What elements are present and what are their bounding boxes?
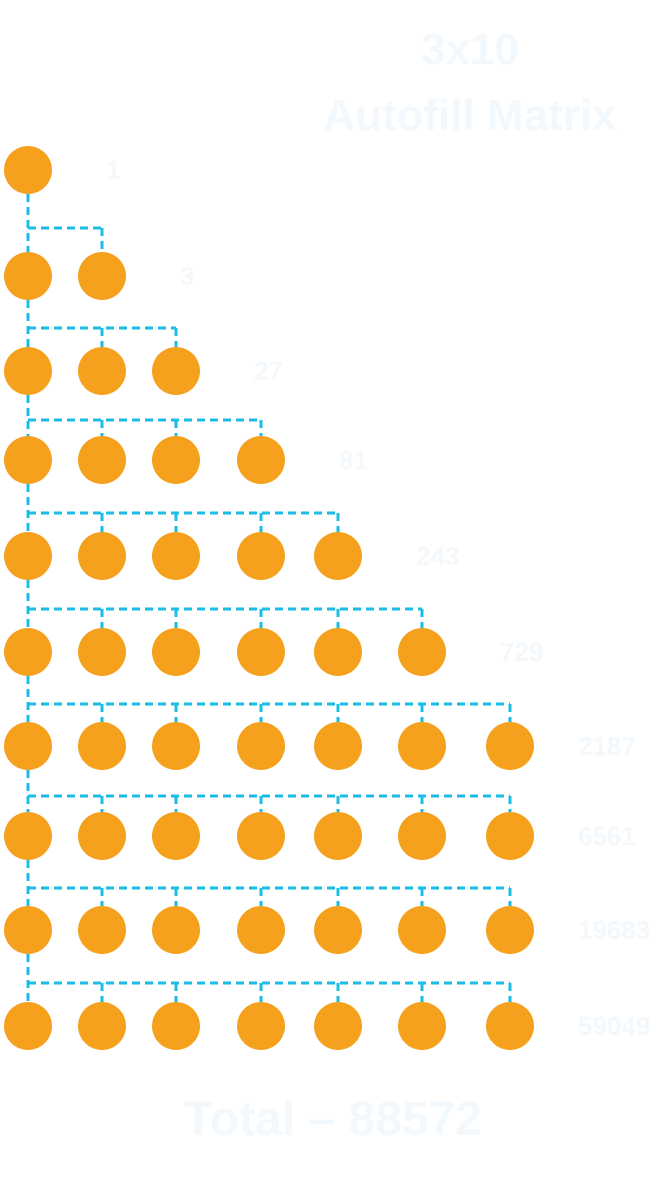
row-label-7: 2187 bbox=[578, 731, 636, 761]
node-r5-c2 bbox=[78, 532, 126, 580]
node-r7-c5 bbox=[314, 722, 362, 770]
node-r10-c5 bbox=[314, 1002, 362, 1050]
node-r5-c4 bbox=[237, 532, 285, 580]
node-r6-c4 bbox=[237, 628, 285, 676]
node-r8-c7 bbox=[486, 812, 534, 860]
node-r7-c1 bbox=[4, 722, 52, 770]
node-r7-c6 bbox=[398, 722, 446, 770]
row-label-9: 19683 bbox=[578, 915, 651, 945]
node-r6-c2 bbox=[78, 628, 126, 676]
node-r8-c3 bbox=[152, 812, 200, 860]
node-r8-c4 bbox=[237, 812, 285, 860]
node-r10-c7 bbox=[486, 1002, 534, 1050]
row-label-1: 1 bbox=[106, 155, 121, 185]
node-r10-c2 bbox=[78, 1002, 126, 1050]
node-r5-c3 bbox=[152, 532, 200, 580]
node-r8-c2 bbox=[78, 812, 126, 860]
node-r7-c7 bbox=[486, 722, 534, 770]
node-r10-c6 bbox=[398, 1002, 446, 1050]
node-r8-c1 bbox=[4, 812, 52, 860]
title-line-2: Autofill Matrix bbox=[323, 91, 617, 140]
node-r7-c2 bbox=[78, 722, 126, 770]
node-r9-c7 bbox=[486, 906, 534, 954]
node-r9-c3 bbox=[152, 906, 200, 954]
node-r4-c1 bbox=[4, 436, 52, 484]
node-r8-c6 bbox=[398, 812, 446, 860]
row-label-6: 729 bbox=[500, 637, 544, 667]
title-line-1: 3x10 bbox=[421, 25, 519, 74]
node-r9-c6 bbox=[398, 906, 446, 954]
node-r6-c3 bbox=[152, 628, 200, 676]
node-r6-c1 bbox=[4, 628, 52, 676]
row-label-5: 243 bbox=[416, 541, 460, 571]
row-label-2: 3 bbox=[180, 261, 195, 291]
node-r7-c3 bbox=[152, 722, 200, 770]
node-r10-c3 bbox=[152, 1002, 200, 1050]
node-r3-c1 bbox=[4, 347, 52, 395]
node-r5-c1 bbox=[4, 532, 52, 580]
node-r6-c5 bbox=[314, 628, 362, 676]
total-label: Total – 88572 bbox=[184, 1093, 482, 1146]
row-label-10: 59049 bbox=[578, 1011, 651, 1041]
node-r7-c4 bbox=[237, 722, 285, 770]
row-label-3: 27 bbox=[254, 356, 283, 386]
node-r4-c4 bbox=[237, 436, 285, 484]
node-r10-c4 bbox=[237, 1002, 285, 1050]
node-r2-c2 bbox=[78, 252, 126, 300]
node-grid bbox=[4, 146, 534, 1050]
node-r8-c5 bbox=[314, 812, 362, 860]
node-r9-c2 bbox=[78, 906, 126, 954]
node-r2-c1 bbox=[4, 252, 52, 300]
connector-lines bbox=[28, 194, 510, 1002]
node-r3-c3 bbox=[152, 347, 200, 395]
row-labels bbox=[106, 155, 650, 1041]
node-r9-c5 bbox=[314, 906, 362, 954]
node-r4-c2 bbox=[78, 436, 126, 484]
row-label-4: 81 bbox=[339, 445, 368, 475]
node-r9-c4 bbox=[237, 906, 285, 954]
node-r3-c2 bbox=[78, 347, 126, 395]
node-r9-c1 bbox=[4, 906, 52, 954]
node-r4-c3 bbox=[152, 436, 200, 484]
node-r6-c6 bbox=[398, 628, 446, 676]
node-r1-c1 bbox=[4, 146, 52, 194]
row-label-8: 6561 bbox=[578, 821, 636, 851]
node-r10-c1 bbox=[4, 1002, 52, 1050]
node-r5-c5 bbox=[314, 532, 362, 580]
